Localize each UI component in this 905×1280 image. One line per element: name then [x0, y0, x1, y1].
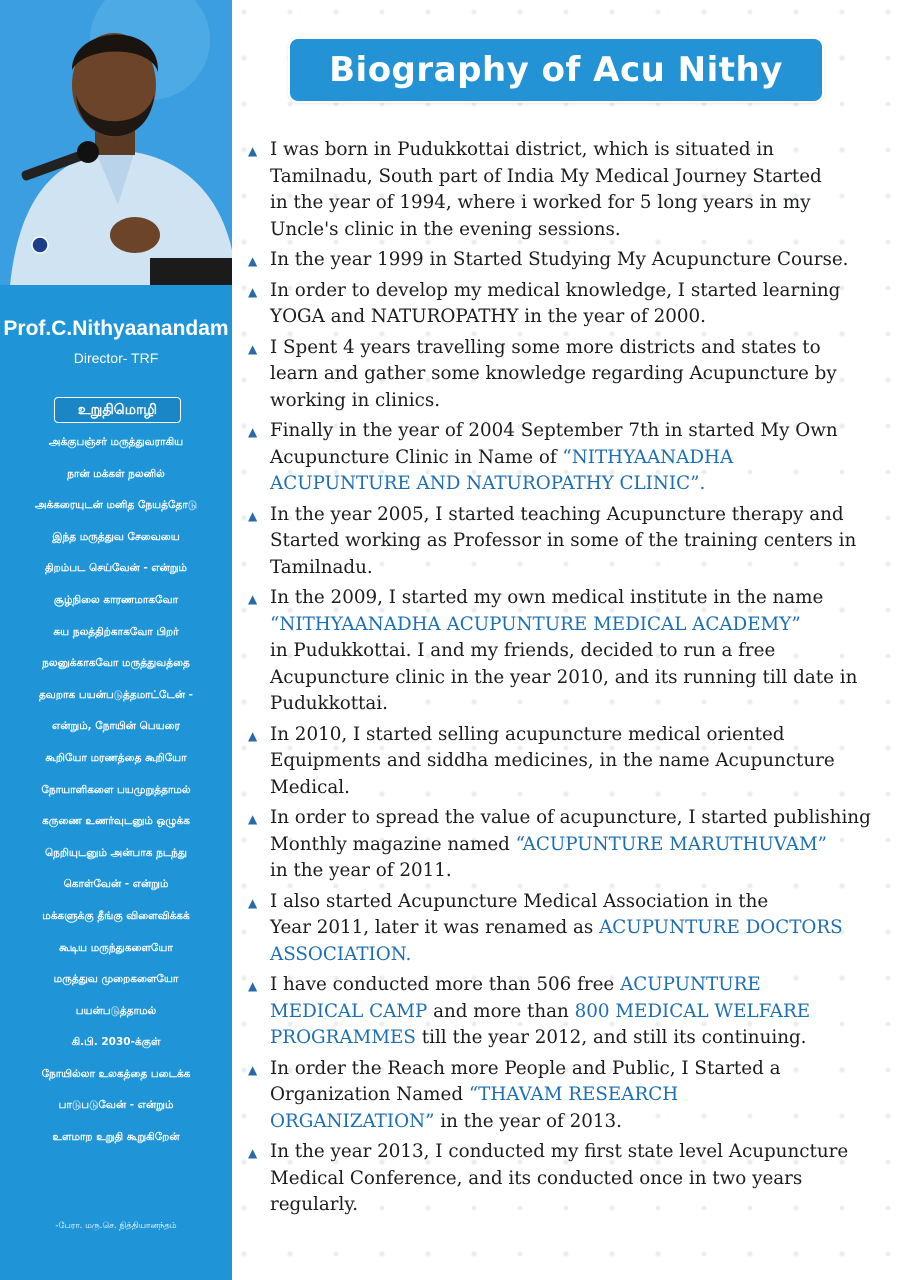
bullet-triangle-icon: ▲	[248, 979, 258, 993]
bio-item	[246, 585, 902, 718]
pledge-heading: உறுதிமொழி	[54, 397, 181, 423]
pledge-line: நோயாளிகளை பயமுறுத்தாமல்	[41, 783, 191, 796]
pledge-line: மருத்துவ முறைகளையோ	[53, 973, 179, 986]
bio-text: In the 2009, I started my own medical institute in the name	[270, 587, 824, 608]
bullet-triangle-icon: ▲	[248, 1062, 258, 1077]
bio-text: In the year 2005, I started teaching Acupuncture therapy and Started working as Professor in some of the training centers in Tamilnadu.	[270, 503, 857, 578]
pledge-line: நோயில்லா உலகத்தை படைக்க	[41, 1067, 191, 1080]
bullet-triangle-icon: ▲	[248, 254, 258, 268]
bio-item	[246, 335, 902, 415]
bio-highlight-text: “NITHYAANADHA ACUPUNTURE MEDICAL ACADEMY”	[270, 613, 801, 635]
bio-text: in the year of 2011.	[270, 860, 452, 881]
bullet-triangle-icon: ▲	[248, 341, 258, 356]
biography-list	[246, 137, 902, 1223]
pledge-line: மக்களுக்கு தீங்கு விளைவிக்கக்	[42, 909, 190, 922]
bio-text: In order to spread the value of acupuncture, I started publishing Monthly magazine named	[270, 807, 871, 855]
bio-text: I also started Acupuncture Medical Association in the Year 2011, later it was renamed as	[270, 890, 769, 938]
pledge-line: கருணை உணர்வுடனும் ஒழுக்க	[42, 815, 190, 828]
pledge-line: கூறியோ மரணத்தை கூறியோ	[45, 751, 187, 764]
bio-text: In order to develop my medical knowledge, I started learning YOGA and NATUROPATHY in the year of 2000.	[270, 279, 841, 327]
pledge-list	[0, 436, 232, 1163]
bullet-triangle-icon: ▲	[248, 592, 258, 606]
bio-item	[246, 247, 902, 274]
bio-highlight-text: ACUPUNTURE MEDICAL CAMP	[270, 974, 761, 1022]
bio-text: I Spent 4 years travelling some more districts and states to learn and gather some knowledge regarding Acupuncture by working in clinics.	[270, 336, 837, 411]
page-title: Biography of Acu Nithy	[290, 39, 822, 101]
pledge-line: நலனுக்காகவோ மருத்துவத்தை	[42, 657, 190, 670]
bio-item	[246, 722, 902, 802]
bullet-triangle-icon: ▲	[248, 144, 258, 158]
pledge-line: தவறாக பயன்படுத்தமாட்டேன் -	[38, 688, 194, 701]
bio-highlight-text: “NITHYAANADHA ACUPUNTURE AND NATUROPATHY CLINIC”.	[270, 446, 734, 494]
bullet-triangle-icon: ▲	[248, 1146, 258, 1160]
pledge-line: திறம்பட செய்வேன் - என்றும்	[45, 562, 187, 575]
speaker-role: Director- TRF	[73, 350, 159, 366]
bio-text: In order the Reach more People and Public, I Started a Organization Named	[270, 1057, 781, 1105]
bullet-triangle-icon: ▲	[248, 895, 258, 910]
sidebar	[0, 0, 232, 1280]
bio-text: I have conducted more than 506 free	[270, 974, 621, 995]
pledge-line: சூழ்நிலை காரணமாகவோ	[53, 593, 179, 606]
bio-item	[246, 278, 902, 331]
pledge-line: பாடுபடுவேன் - என்றும்	[58, 1099, 174, 1112]
speaker-photo	[0, 0, 232, 285]
bullet-triangle-icon: ▲	[248, 284, 258, 299]
bio-highlight-text: “ACUPUNTURE MARUTHUVAM”	[515, 833, 828, 855]
pledge-line: இந்த மருத்துவ சேவையை	[52, 530, 180, 543]
bullet-triangle-icon: ▲	[248, 728, 258, 743]
bullet-triangle-icon: ▲	[248, 812, 258, 826]
bio-item	[246, 1139, 902, 1219]
pledge-line: சுய நலத்திற்காகவோ பிறர்	[53, 625, 179, 638]
bio-highlight-text: “THAVAM RESEARCH ORGANIZATION”	[270, 1084, 679, 1132]
pledge-line: உளமாற உறுதி கூறுகிறேன்	[52, 1131, 180, 1144]
pledge-signature: -பேரா. மரு.செ. நித்தியானந்தம்	[55, 1221, 177, 1231]
bio-item	[246, 418, 902, 498]
pledge-line: அக்குபஞ்சர் மருத்துவராகிய	[48, 436, 184, 448]
pledge-line: என்றும், நோயின் பெயரை	[52, 720, 180, 733]
bio-text: In the year 2013, I conducted my first state level Acupuncture Medical Conference, and its conducted once in two years regularly.	[270, 1141, 849, 1215]
speaker-name: Prof.C.Nithyaanandam	[3, 317, 229, 340]
pledge-line: நெறியுடனும் அன்பாக நடந்து	[44, 846, 188, 859]
pledge-line: கி.பி. 2030-க்குள்	[71, 1036, 161, 1049]
pledge-line: கொள்வேன் - என்றும்	[63, 878, 169, 891]
pledge-line: பயன்படுத்தாமல்	[75, 1004, 157, 1017]
bio-text: In the year 1999 in Started Studying My Acupuncture Course.	[270, 249, 849, 270]
pledge-line: கூடிய மருந்துகளையோ	[59, 941, 173, 954]
bio-item	[246, 889, 902, 969]
speaker-portrait-image	[0, 0, 232, 285]
pledge-line: அக்கரையுடன் மனித நேயத்தோடு	[34, 499, 198, 512]
bio-text: In 2010, I started selling acupuncture medical oriented Equipments and siddha medicines, in the name Acupuncture Medical.	[270, 723, 835, 798]
bio-text: and more than	[427, 1000, 575, 1022]
bio-item	[246, 805, 902, 885]
bullet-triangle-icon: ▲	[248, 425, 258, 439]
bio-text: Finally in the year of 2004 September 7th in started My Own Acupuncture Clinic in Name of	[270, 420, 838, 468]
bio-text: in the year of 2013.	[434, 1110, 622, 1132]
bio-text: I was born in Pudukkottai district, which is situated in Tamilnadu, South part of India My Medical Journey Started in the year of 1994, where i worked for 5 long years in my Uncle's clinic in the evening sessions.	[270, 139, 822, 240]
bio-highlight-text: ACUPUNTURE DOCTORS ASSOCIATION.	[270, 917, 843, 965]
bio-text: in Pudukkottai. I and my friends, decided to run a free Acupuncture clinic in the year 2010, and its running till date in Pudukkottai.	[270, 640, 858, 714]
bio-highlight-text: 800 MEDICAL WELFARE PROGRAMMES	[270, 1000, 811, 1048]
bio-item	[246, 972, 902, 1052]
bio-item	[246, 502, 902, 582]
bullet-triangle-icon: ▲	[248, 508, 258, 523]
bio-item	[246, 137, 902, 243]
bio-item	[246, 1056, 902, 1136]
bio-text: till the year 2012, and still its continuing.	[415, 1027, 807, 1048]
pledge-line: நான் மக்கள் நலனில்	[67, 467, 165, 480]
